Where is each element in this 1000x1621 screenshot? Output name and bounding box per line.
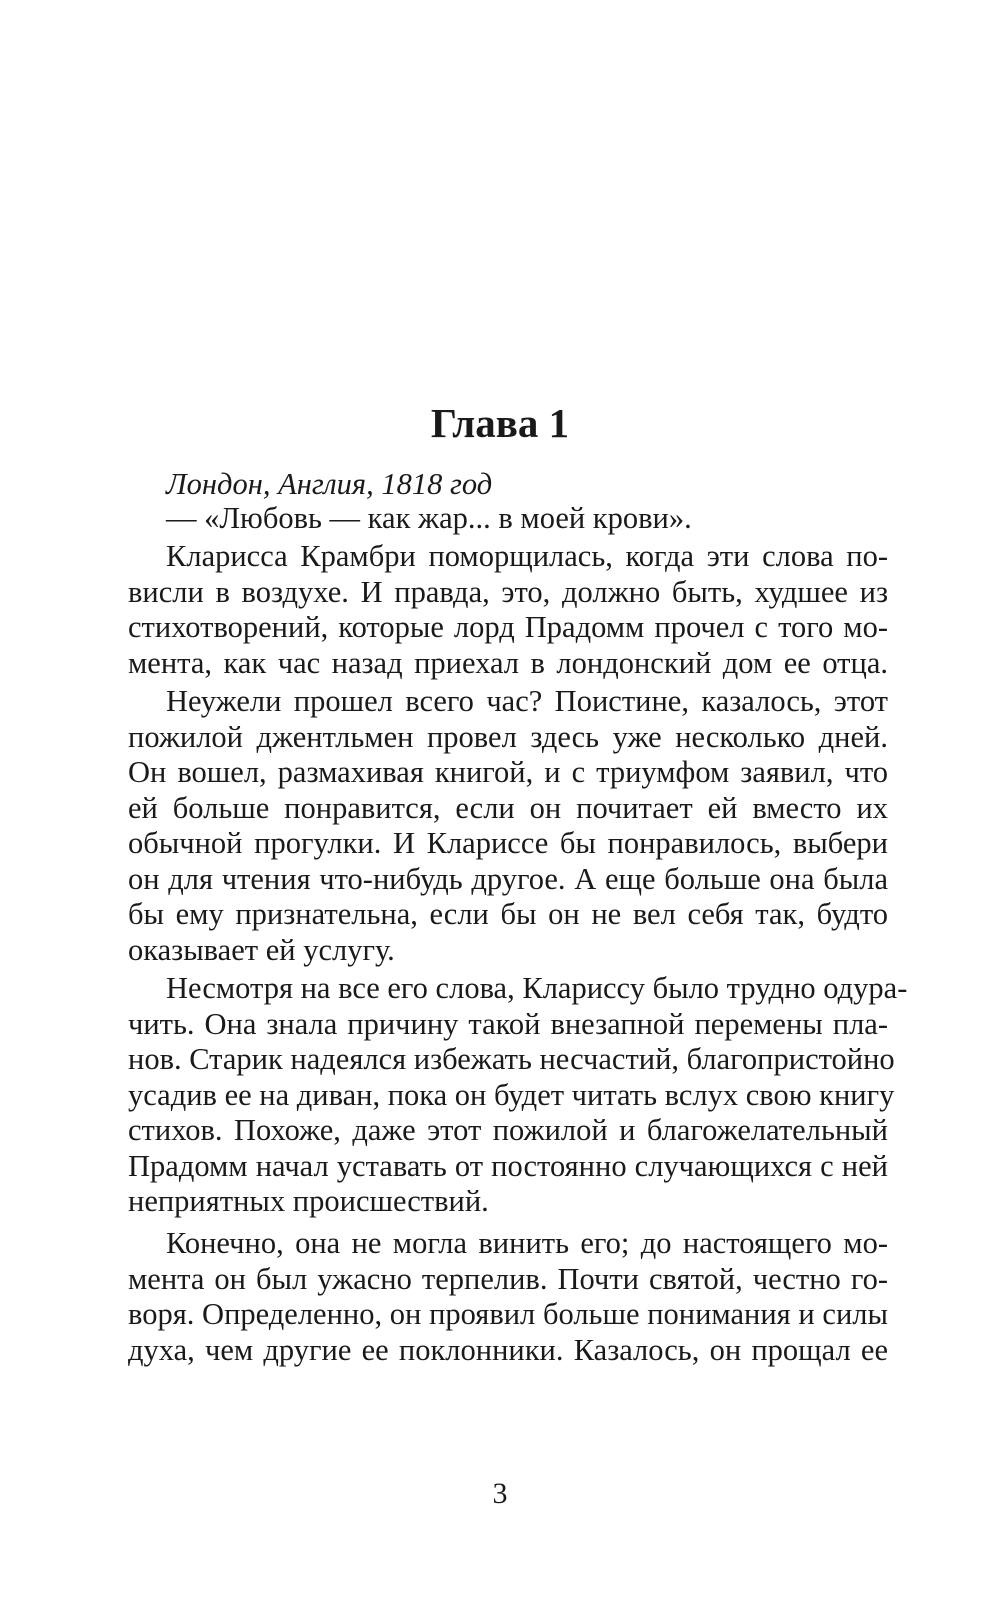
text-line: Кларисса Крамбри поморщилась, когда эти слова по- — [166, 539, 888, 573]
text-line: обычной прогулки. И Клариссе бы понравилось, выбери — [128, 826, 888, 860]
text-line: мента он был ужасно терпелив. Почти святой, честно го- — [128, 1261, 888, 1296]
paragraph-5 — [128, 1226, 888, 1368]
text-line: бы ему признательна, если бы он не вел себя так, будто — [128, 897, 888, 931]
paragraph-4 — [128, 971, 908, 1220]
paragraph-3 — [128, 684, 888, 968]
paragraph-2 — [128, 539, 888, 681]
text-line: — «Любовь — как жар... в моей крови». — [166, 501, 692, 535]
text-line: он для чтения что-нибудь другое. А еще больше она была — [128, 861, 888, 896]
text-line: Несмотря на все его слова, Клариссу было трудно одура- — [166, 971, 908, 1005]
text-line: оказывает ей услугу. — [128, 932, 395, 967]
text-line: стихов. Похоже, даже этот пожилой и благожелательный — [128, 1113, 888, 1147]
text-line: неприятных происшествий. — [128, 1184, 489, 1218]
chapter-title: Глава 1 — [430, 400, 570, 446]
text-line: Прадомм начал уставать от постоянно случающихся с ней — [128, 1148, 888, 1183]
text-line: усадив ее на диван, пока он будет читать вслух свою книгу — [128, 1077, 895, 1112]
paragraph-1 — [128, 501, 888, 537]
text-line: Он вошел, размахивая книгой, и с триумфом заявил, что — [128, 755, 888, 789]
place-date: Лондон, Англия, 1818 год — [166, 467, 493, 501]
text-line: мента, как час назад приехал в лондонский дом ее отца. — [128, 645, 888, 680]
text-line: духа, чем другие ее поклонники. Казалось, он прощал ее — [128, 1332, 888, 1367]
text-line: пожилой джентльмен провел здесь уже несколько дней. — [128, 719, 888, 754]
page-number: 3 — [492, 1477, 508, 1510]
text-line: стихотворений, которые лорд Прадомм прочел с того мо- — [128, 610, 888, 644]
text-line: воря. Определенно, он проявил больше понимания и силы — [128, 1297, 888, 1331]
text-line: Неужели прошел всего час? Поистине, казалось, этот — [166, 684, 888, 718]
text-line: нов. Старик надеялся избежать несчастий, благопристойно — [128, 1042, 895, 1076]
text-line: Конечно, она не могла винить его; до настоящего мо- — [166, 1226, 888, 1260]
text-line: ей больше понравится, если он почитает ей вместо их — [128, 790, 888, 825]
text-line: висли в воздухе. И правда, это, должно быть, худшее из — [128, 574, 888, 609]
text-line: чить. Она знала причину такой внезапной перемены пла- — [128, 1006, 888, 1041]
